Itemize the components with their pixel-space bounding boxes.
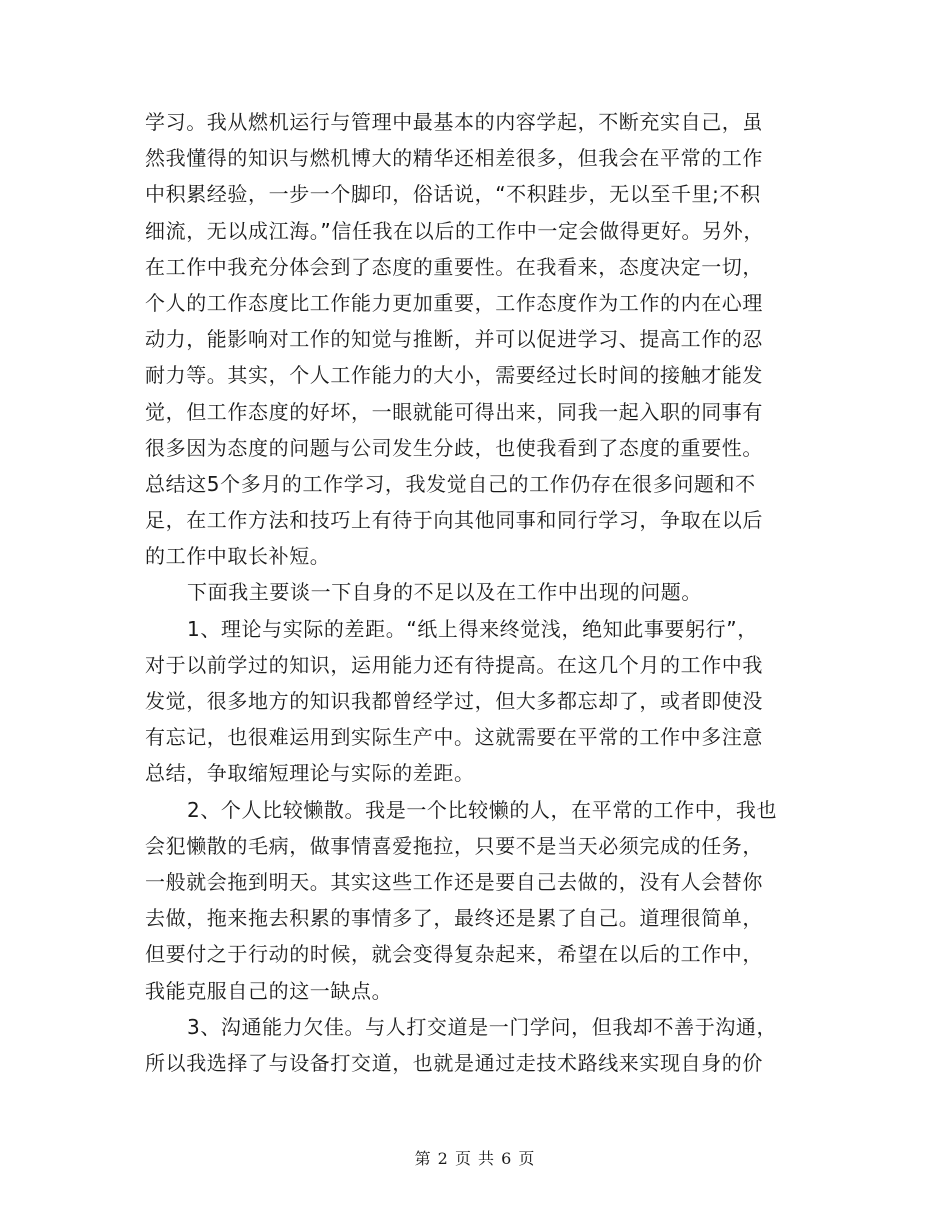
text-line: 所以我选择了与设备打交道，也就是通过走技术路线来实现自身的价 (145, 1050, 763, 1075)
text-line: 会犯懒散的毛病，做事情喜爱拖拉，只要不是当天必须完成的任务， (145, 833, 763, 858)
text-line: 总结这5个多月的工作学习，我发觉自己的工作仍存在很多问题和不 (145, 471, 756, 496)
text-line: 然我懂得的知识与燃机博大的精华还相差很多，但我会在平常的工作 (145, 146, 763, 171)
text-line: 总结，争取缩短理论与实际的差距。 (145, 761, 475, 786)
page-footer: 第 2 页 共 6 页 (414, 1149, 536, 1168)
text-line: 1、理论与实际的差距。“纸上得来终觉浅，绝知此事要躬行”， (187, 616, 758, 641)
text-line: 很多因为态度的问题与公司发生分歧，也使我看到了态度的重要性。 (145, 435, 763, 460)
paragraph (145, 104, 815, 574)
text-line: 去做，拖来拖去积累的事情多了，最终还是累了自己。道理很简单， (145, 906, 763, 931)
text-line: 对于以前学过的知识，运用能力还有待提高。在这几个月的工作中我 (145, 652, 763, 677)
text-line: 但要付之于行动的时候，就会变得复杂起来，希望在以后的工作中， (145, 942, 763, 967)
text-line: 的工作中取长补短。 (145, 544, 331, 569)
text-line: 一般就会拖到明天。其实这些工作还是要自己去做的，没有人会替你 (145, 869, 763, 894)
text-line: 个人的工作态度比工作能力更加重要，工作态度作为工作的内在心理 (145, 290, 763, 315)
text-line: 觉，但工作态度的好坏，一眼就能可得出来，同我一起入职的同事有 (145, 399, 763, 424)
text-line: 中积累经验，一步一个脚印，俗话说，“不积跬步，无以至千里;不积 (145, 182, 761, 207)
document-body (145, 104, 815, 1081)
text-line: 细流，无以成江海。”信任我在以后的工作中一定会做得更好。另外， (145, 218, 764, 243)
text-line: 在工作中我充分体会到了态度的重要性。在我看来，态度决定一切， (145, 254, 763, 279)
paragraph (145, 792, 815, 1009)
text-line: 足，在工作方法和技巧上有待于向其他同事和同行学习，争取在以后 (145, 508, 763, 533)
text-line: 有忘记，也很难运用到实际生产中。这就需要在平常的工作中多注意 (145, 725, 763, 750)
text-line: 发觉，很多地方的知识我都曾经学过，但大多都忘却了，或者即使没 (145, 689, 763, 713)
text-line: 动力，能影响对工作的知觉与推断，并可以促进学习、提高工作的忍 (145, 327, 763, 352)
text-line: 3、沟通能力欠佳。与人打交道是一门学问，但我却不善于沟通， (187, 1014, 778, 1039)
text-line: 我能克服自己的这一缺点。 (145, 978, 393, 1003)
text-line: 2、个人比较懒散。我是一个比较懒的人，在平常的工作中，我也 (187, 797, 778, 822)
paragraph (145, 611, 815, 792)
text-line: 下面我主要谈一下自身的不足以及在工作中出现的问题。 (187, 580, 702, 605)
text-line: 耐力等。其实，个人工作能力的大小，需要经过长时间的接触才能发 (145, 363, 763, 388)
paragraph (145, 1009, 815, 1081)
paragraph (145, 574, 815, 610)
text-line: 学习。我从燃机运行与管理中最基本的内容学起，不断充实自己，虽 (145, 110, 763, 134)
